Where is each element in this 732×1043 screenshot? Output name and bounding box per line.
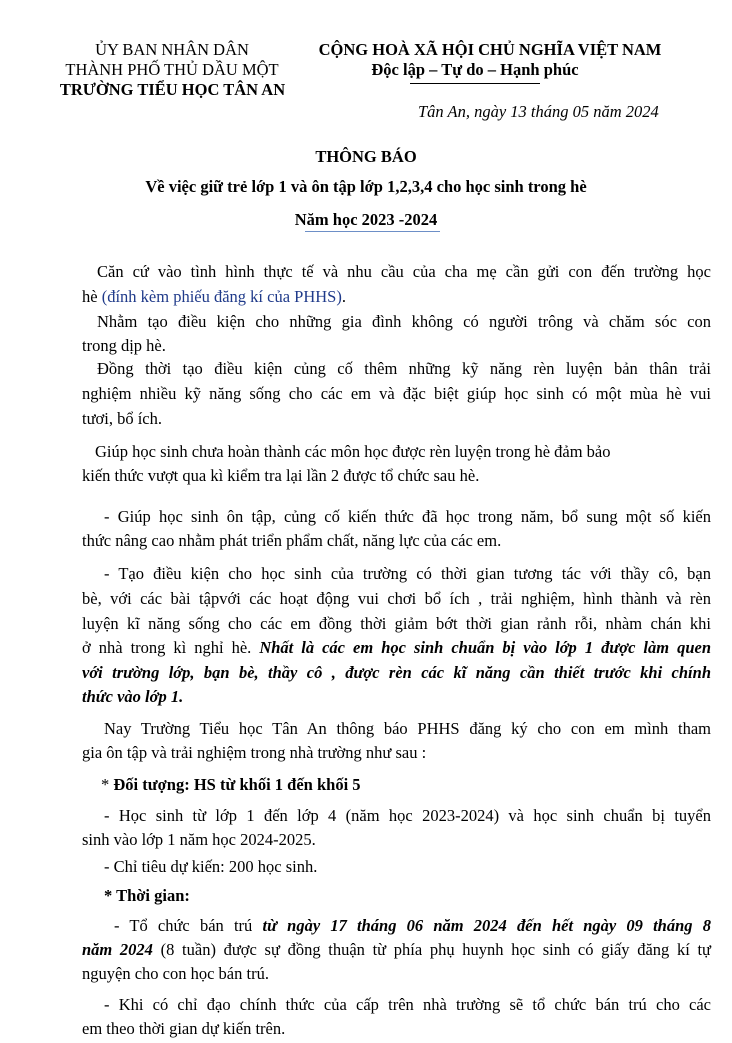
p6-line2: bè, với các bài tậpvới các hoạt động vui chơi bổ ích , trải nghiệm, hình thành và rèn [82, 589, 711, 608]
p2-line1: Nhằm tạo điều kiện cho những gia đình không có người trông và chăm sóc con [97, 312, 711, 331]
school-name: TRƯỜNG TIỂU HỌC TÂN AN [59, 80, 286, 99]
p4-line2: kiến thức vượt qua kì kiểm tra lại lần 2 được tổ chức sau hè. [82, 466, 480, 485]
document-subtitle: Về việc giữ trẻ lớp 1 và ôn tập lớp 1,2,3,4 cho học sinh trong hè [145, 177, 587, 196]
p1-line1: Căn cứ vào tình hình thực tế và nhu cầu của cha mẹ cần gửi con đến trường học [97, 262, 711, 281]
national-title: CỘNG HOÀ XÃ HỘI CHỦ NGHĨA VIỆT NAM [318, 40, 662, 59]
p6-line4: ở nhà trong kì nghỉ hè. Nhất là các em học sinh chuẩn bị vào lớp 1 được làm quen [82, 638, 712, 657]
p5-line2: thức nâng cao nhằm phát triển phẩm chất, năng lực của các em. [82, 531, 502, 550]
p6-line5: với trường lớp, bạn bè, thầy cô , được rèn các kĩ năng cần thiết trước khi chính [82, 663, 711, 682]
p6-line1: - Tạo điều kiện cho học sinh của trường có thời gian tương tác với thầy cô, bạn [104, 564, 711, 583]
p7-line2: gia ôn tập và trải nghiệm trong nhà trường như sau : [82, 743, 427, 762]
attachment-note: (đính kèm phiếu đăng kí của PHHS) [101, 287, 342, 306]
p3-line3: tươi, bổ ích. [82, 409, 162, 428]
time-heading: * Thời gian: [104, 886, 190, 905]
school-year: Năm học 2023 -2024 [294, 210, 438, 229]
p7-line1: Nay Trường Tiểu học Tân An thông báo PHHS đăng ký cho con em mình tham [104, 719, 711, 738]
p11-line1: - Khi có chỉ đạo chính thức của cấp trên nhà trường sẽ tổ chức bán trú cho các [104, 995, 711, 1014]
p10-date-range: từ ngày 17 tháng 06 năm 2024 đến hết ngày 09 tháng 8 [262, 916, 711, 935]
year-underline [305, 231, 440, 232]
national-motto: Độc lập – Tự do – Hạnh phúc [371, 60, 579, 79]
p6-line6: thức vào lớp 1. [82, 687, 184, 706]
p1-line2: hè (đính kèm phiếu đăng kí của PHHS). [82, 287, 346, 306]
p9-quota: - Chỉ tiêu dự kiến: 200 học sinh. [104, 857, 318, 876]
p5-line1: - Giúp học sinh ôn tập, củng cố kiến thức đã học trong năm, bổ sung một số kiến [104, 507, 711, 526]
p3-line2: nghiệm nhiều kỹ năng sống cho các em và đặc biệt giúp học sinh có một mùa hè vui [82, 384, 711, 403]
p6-emphasis: Nhất là các em học sinh chuẩn bị vào lớp 1 được làm quen [259, 638, 712, 657]
p8-line1: - Học sinh từ lớp 1 đến lớp 4 (năm học 2023-2024) và học sinh chuẩn bị tuyển [104, 806, 711, 825]
p4-line1: Giúp học sinh chưa hoàn thành các môn học được rèn luyện trong hè đảm bảo [95, 442, 611, 461]
document-title: THÔNG BÁO [315, 147, 417, 166]
p8-line2: sinh vào lớp 1 năm học 2024-2025. [82, 830, 316, 849]
p6-line3: luyện kĩ năng sống cho các em đồng thời giảm bớt thời gian rảnh rỗi, nhàm chán khi [82, 614, 711, 633]
p3-line1: Đồng thời tạo điều kiện củng cố thêm những kỹ năng rèn luyện bản thân trải [97, 359, 711, 378]
motto-underline [410, 83, 540, 84]
p10-line1: - Tổ chức bán trú từ ngày 17 tháng 06 năm 2024 đến hết ngày 09 tháng 8 [114, 916, 711, 935]
p10-line3: nguyện cho con học bán trú. [82, 964, 269, 983]
city-name: THÀNH PHỐ THỦ DẦU MỘT [65, 60, 279, 79]
p10-line2: năm 2024 (8 tuần) được sự đồng thuận từ phía phụ huynh học sinh có giấy đăng kí tự [82, 940, 711, 959]
date-line: Tân An, ngày 13 tháng 05 năm 2024 [418, 102, 659, 121]
p11-line2: em theo thời gian dự kiến trên. [82, 1019, 286, 1038]
agency-name: ỦY BAN NHÂN DÂN [95, 40, 249, 59]
target-heading: * Đối tượng: HS từ khối 1 đến khối 5 [101, 775, 361, 794]
p2-line2: trong dịp hè. [82, 336, 166, 355]
